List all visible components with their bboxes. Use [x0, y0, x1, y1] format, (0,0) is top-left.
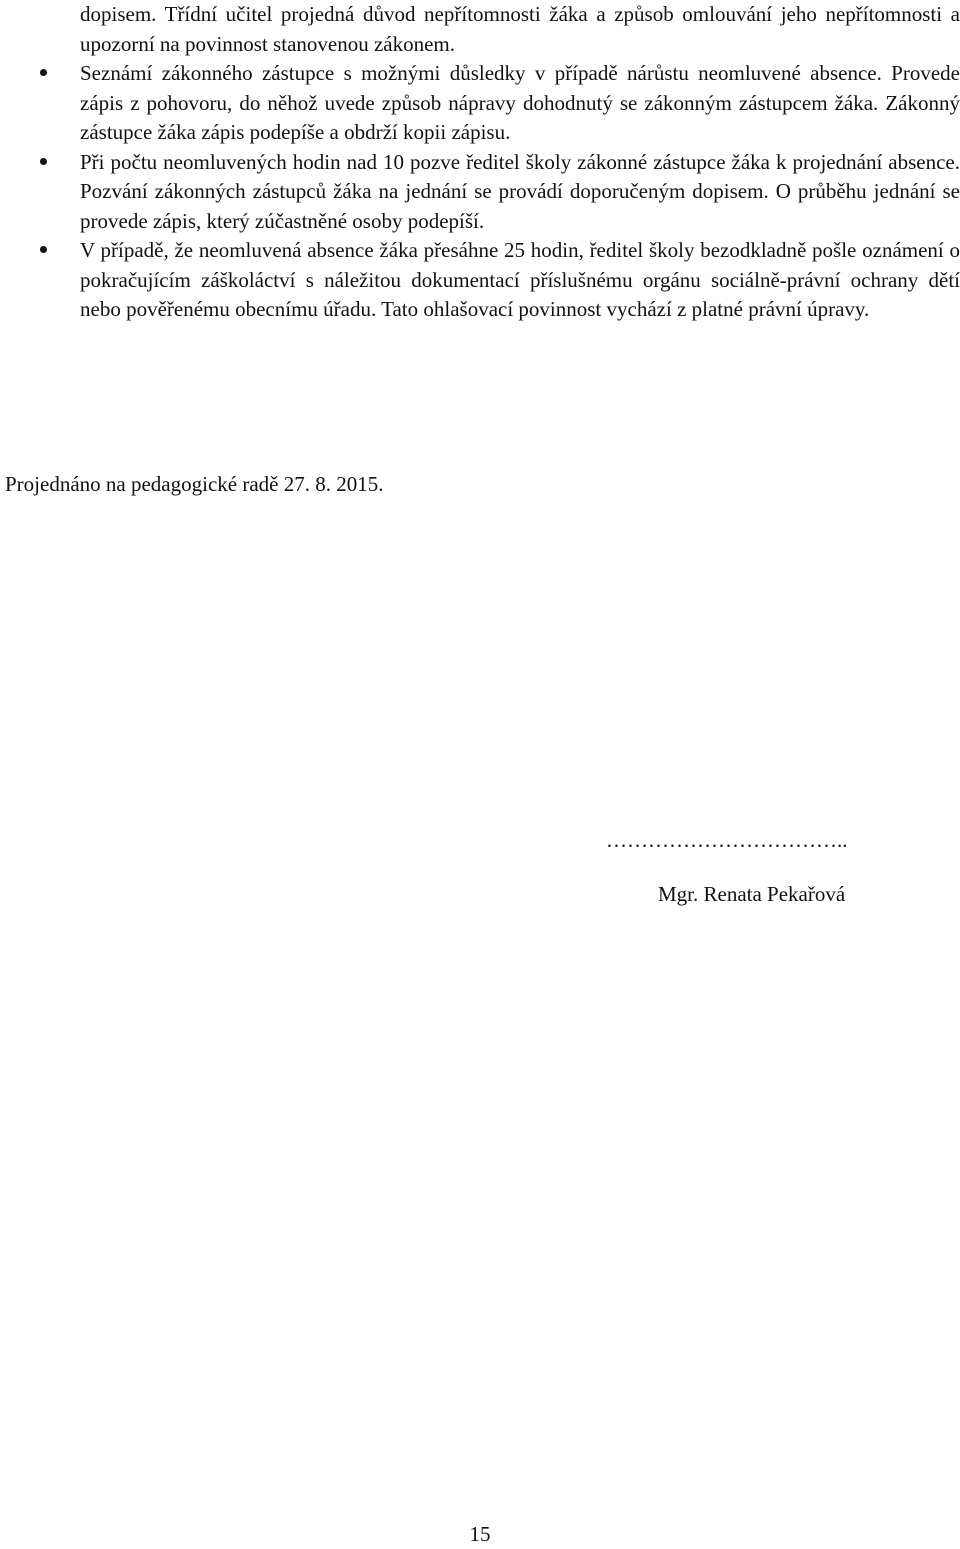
bullet-text-3: V případě, že neomluvená absence žáka přesáhne 25 hodin, ředitel školy bezodkladně pošle oznámení o pokračujícím záškoláctví s náležitou dokumentací příslušnému orgánu sociálně-právní ochrany dětí nebo pověřenému obecnímu úřadu. Tato ohlašovací povinnost vychází z platné právní úpravy. [80, 238, 960, 321]
meeting-approval-note: Projednáno na pedagogické radě 27. 8. 2015. [5, 472, 384, 496]
bullet-icon [40, 69, 47, 76]
bullet-item-1 [0, 59, 960, 148]
bullet-item-2 [0, 148, 960, 237]
bullet-list [0, 59, 960, 325]
page-number: 15 [469, 1522, 491, 1546]
bullet-text-2: Při počtu neomluvených hodin nad 10 pozve ředitel školy zákonné zástupce žáka k projednání absence. Pozvání zákonných zástupců žáka na jednání se provádí doporučeným dopisem. O průběhu jednání se provede zápis, který zúčastněné osoby podepíší. [80, 149, 960, 233]
bullet-item-3 [0, 236, 960, 325]
continuation-paragraph: dopisem. Třídní učitel projedná důvod nepřítomnosti žáka a způsob omlouvání jeho nepřítomnosti a upozorní na povinnost stanovenou zákonem. [80, 2, 960, 56]
signature-line: …………………………….. [606, 828, 848, 852]
bullet-icon [40, 246, 47, 253]
bullet-icon [40, 158, 47, 165]
signer-name: Mgr. Renata Pekařová [658, 882, 846, 906]
bullet-text-1: Seznámí zákonného zástupce s možnými důsledky v případě nárůstu neomluvené absence. Provede zápis z pohovoru, do něhož uvede způsob nápravy dohodnutý se zákonným zástupcem žáka. Zákonný zástupce žáka zápis podepíše a obdrží kopii zápisu. [80, 61, 960, 144]
